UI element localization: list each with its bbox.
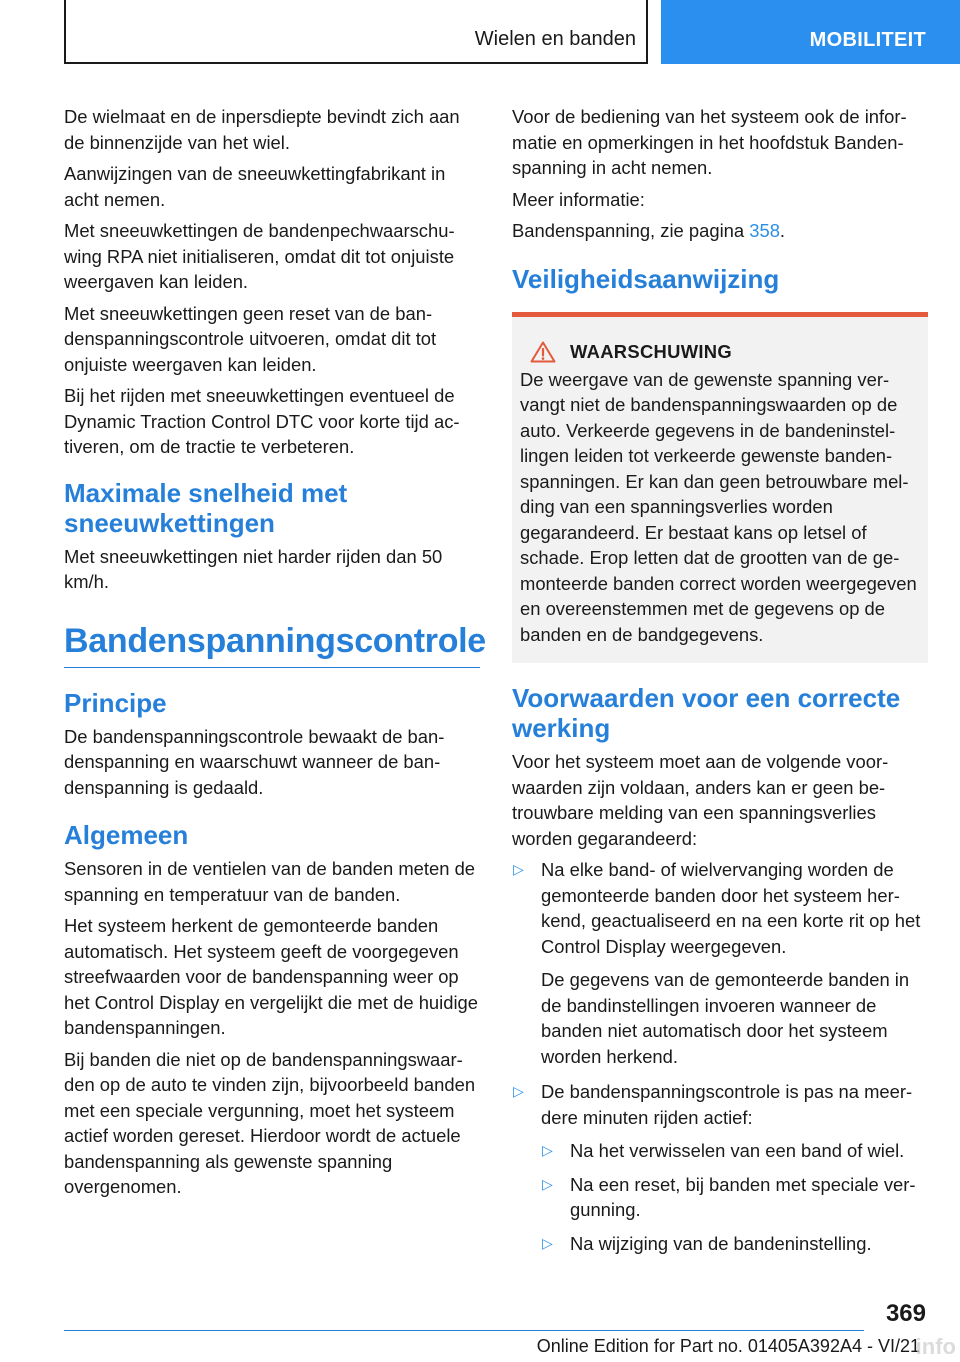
heading-safety: Veiligheidsaanwijzing [512, 263, 780, 294]
heading-max-speed: Maximale snelheid met sneeuwkettingen [64, 477, 348, 538]
reference-line [512, 218, 928, 244]
reference-text: Bandenspanning, zie pagina [512, 220, 750, 241]
bullet-triangle-icon: ▷ [542, 1142, 553, 1158]
paragraph: Met sneeuwkettingen niet harder rijden dan 50 km/h. [64, 545, 443, 592]
list-item [512, 857, 928, 1069]
chapter-title: Bandenspanningscontrole [64, 621, 486, 660]
bullet-triangle-icon: ▷ [542, 1234, 553, 1251]
paragraph: Voor het systeem moet aan de volgende voorwaarden zijn voldaan, anders kan er geen betrouwbare melding van een spanningsverlies worden gegarandeerd: [512, 751, 889, 849]
paragraph: Aanwijzingen van de sneeuwkettingfabrikant in acht nemen. [64, 163, 446, 210]
list-item-extra: De gegevens van de gemonteerde banden in de bandinstellingen invoeren wanneer de banden niet automatisch door het systeem worden herkend. [541, 969, 910, 1067]
paragraph: Meer informatie: [512, 188, 645, 210]
sub-list-item-text: Na wijziging van de bandeninstelling. [570, 1232, 872, 1254]
heading-algemeen: Algemeen [64, 820, 189, 850]
warning-text: De weergave van de gewenste spanning vervangt niet de bandenspanningswaarden op de auto. Verkeerde gegevens in de bandeninstellingen leiden tot verkeerde gewenste bandenspanningen. Er kan dan geen betrouwbare melding van een spanningsverlies worden gegarandeerd. Er bestaat kans op letsel of schade. Erop letten dat de grootten van de gemonteerde banden correct worden weergegeven en overeenstemmen met de gegevens op de banden en de bandgegevens. [520, 368, 917, 645]
sub-list-item-text: Na het verwisselen van een band of wiel. [570, 1140, 905, 1161]
warning-label: WAARSCHUWING [570, 340, 732, 362]
paragraph: Bij banden die niet op de bandenspanningswaarden op de auto te vinden zijn, bijvoorbeeld banden met een speciale vergunning, moet het systeem actief worden gereset. Hierdoor wordt de actuele bandenspanning als gewenste spanning overgenomen. [64, 1048, 476, 1197]
header-section-title: Wielen en banden [474, 28, 636, 50]
paragraph: Bij het rijden met sneeuwkettingen eventueel de Dynamic Traction Control DTC voor korte tijd activeren, om de tractie te verbeteren. [64, 385, 460, 457]
left-column [64, 104, 486, 1206]
right-column [512, 104, 928, 1256]
paragraph: De bandenspanningscontrole bewaakt de bandenspanning en waarschuwt wanneer de bandenspanning is gedaald. [64, 725, 445, 798]
sub-list-item [541, 1138, 928, 1164]
paragraph: Sensoren in de ventielen van de banden meten de spanning en temperatuur van de banden. [64, 858, 476, 905]
heading-principe: Principe [64, 687, 167, 718]
heading-conditions: Voorwaarden voor een correcte werking [512, 683, 901, 743]
footer-divider [64, 1330, 864, 1331]
warning-box [512, 312, 928, 664]
page-reference-link[interactable]: 358 [749, 220, 780, 241]
sub-list-item [541, 1231, 928, 1257]
watermark-logo: info [915, 1334, 956, 1359]
header-chapter-title: MOBILITEIT [809, 29, 926, 51]
paragraph: Het systeem herkent de gemonteerde banden automatisch. Het systeem geeft de voorgegeven streefwaarden voor de bandenspanning weer op het Control Display en vergelijkt die met de huidige bandenspanningen. [64, 915, 479, 1038]
bullet-triangle-icon: ▷ [542, 1175, 553, 1192]
paragraph: Met sneeuwkettingen de bandenpechwaarschuwing RPA niet initialiseren, omdat dit tot onjuiste weergaven kan leiden. [64, 220, 455, 292]
list-item [512, 1079, 928, 1256]
sub-list-item [541, 1172, 928, 1223]
paragraph: De wielmaat en de inpersdiepte bevindt zich aan de binnenzijde van het wiel. [64, 106, 460, 153]
bullet-triangle-icon: ▷ [513, 1083, 524, 1099]
reference-end: . [779, 220, 786, 241]
list-item-text: Na elke band- of wielvervanging worden de gemonteerde banden door het systeem herkend, geactualiseerd en na een korte rit op het Control Display weergegeven. [541, 859, 921, 957]
chapter-heading-block [64, 621, 486, 668]
sub-list-item-text: Na een reset, bij banden met speciale vergunning. [570, 1173, 916, 1220]
warning-header [520, 341, 920, 363]
list-item-text: De bandenspanningscontrole is pas na meerdere minuten rijden actief: [541, 1081, 913, 1128]
header-chapter-tab [661, 0, 960, 64]
page-number: 369 [885, 1300, 926, 1327]
warning-triangle-icon [530, 341, 556, 363]
paragraph: Voor de bediening van het systeem ook de informatie en opmerkingen in het hoofdstuk Bandenspanning in acht nemen. [512, 106, 907, 178]
paragraph: Met sneeuwkettingen geen reset van de bandenspanningscontrole uitvoeren, omdat dit tot onjuiste weergaven kan leiden. [64, 302, 437, 375]
footer-edition: Online Edition for Part no. 01405A392A4 - VI/21 [536, 1336, 920, 1356]
bullet-triangle-icon: ▷ [513, 861, 524, 877]
